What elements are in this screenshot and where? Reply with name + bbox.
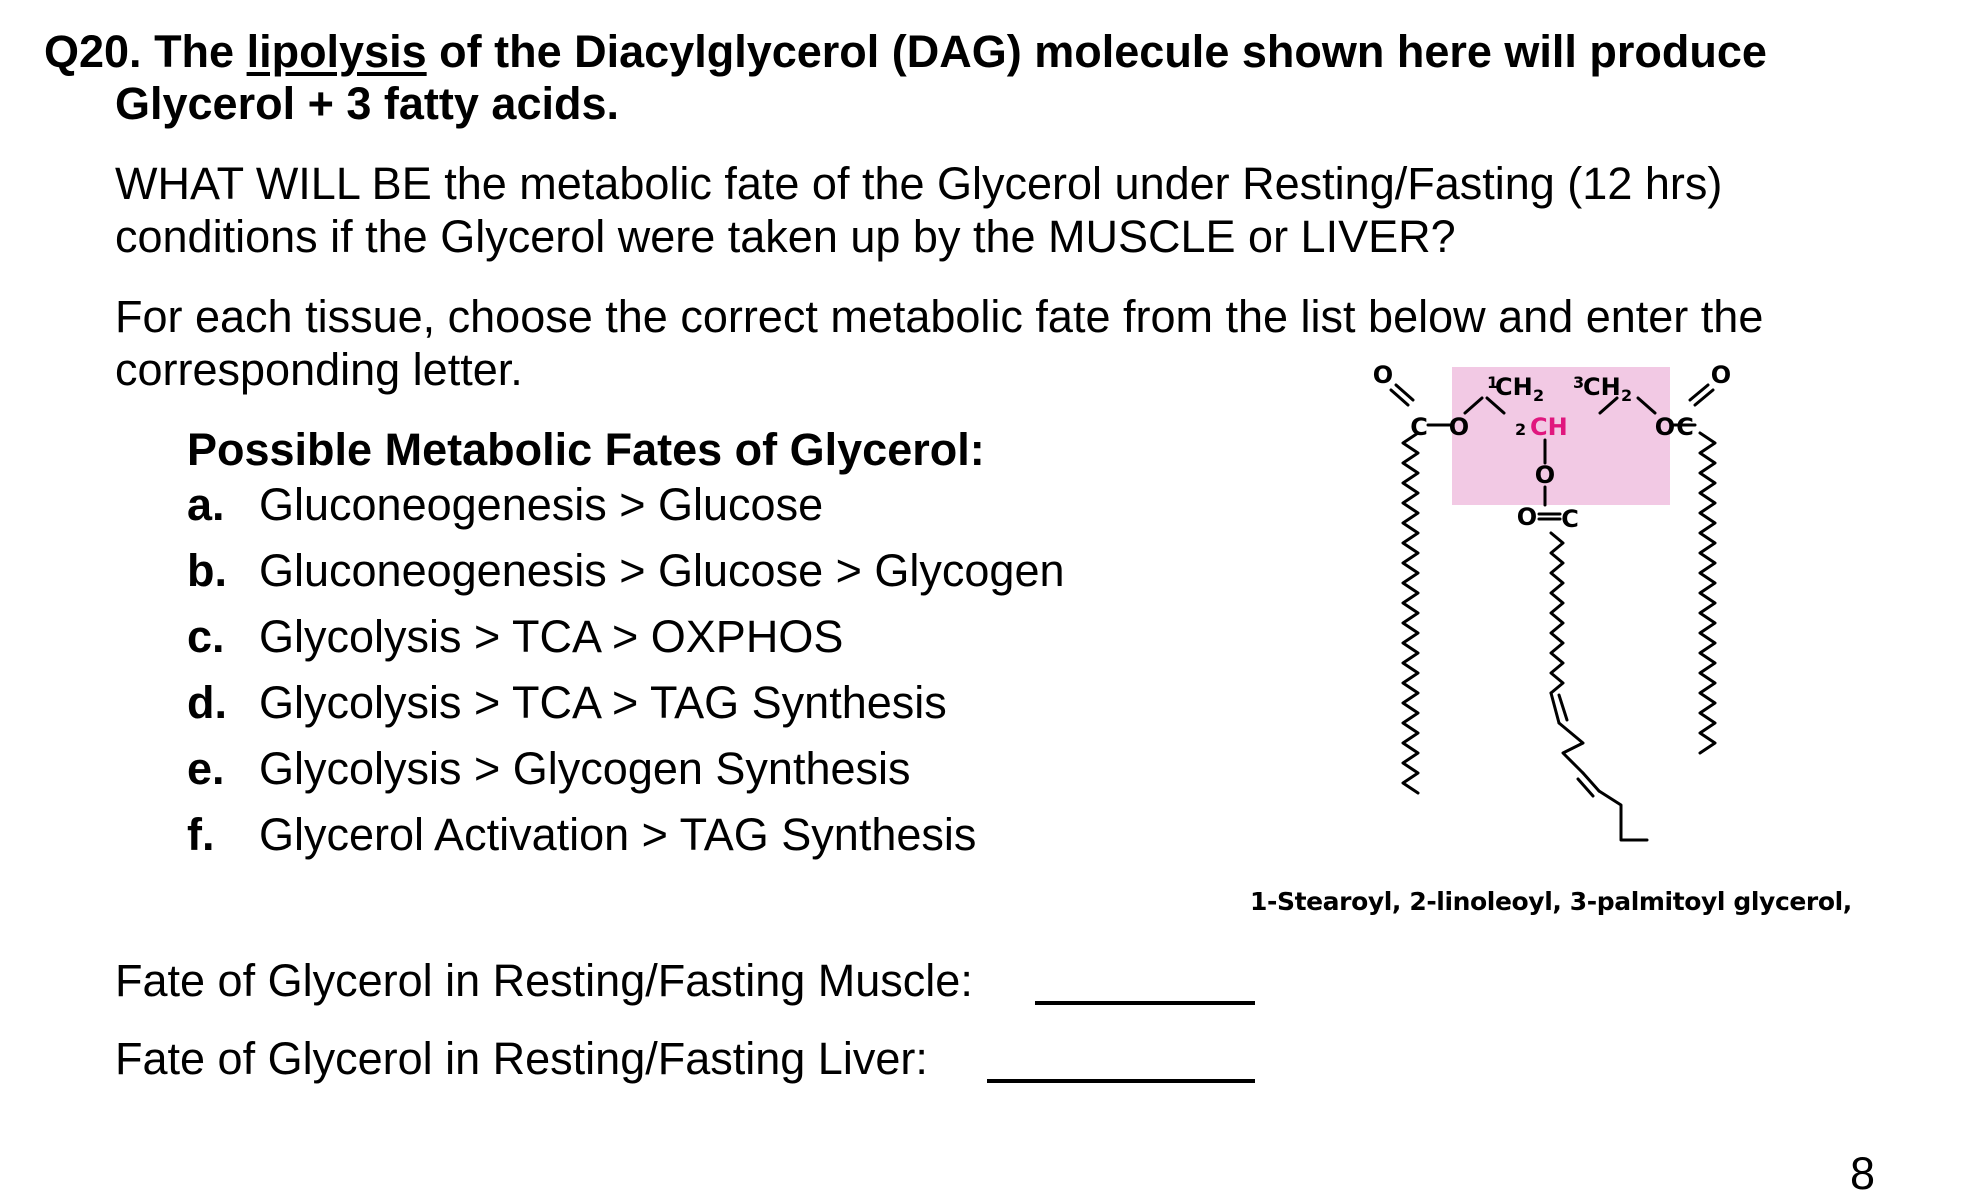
fate-option-c bbox=[187, 611, 843, 663]
question-title-line2: Glycerol + 3 fatty acids. bbox=[115, 78, 619, 129]
prompt-line1: WHAT WILL BE the metabolic fate of the Glycerol under Resting/Fasting (12 hrs) bbox=[115, 158, 1723, 209]
atom-c-middle: C bbox=[1561, 505, 1579, 533]
fate-letter: b. bbox=[187, 545, 227, 596]
atom-o-left-carbonyl: O bbox=[1372, 361, 1394, 389]
fates-heading: Possible Metabolic Fates of Glycerol: bbox=[187, 424, 985, 475]
atom-ch2-1-subscript: 2 bbox=[1533, 386, 1545, 405]
fate-option-b bbox=[187, 545, 1065, 597]
atom-o-middle-carbonyl: O bbox=[1516, 503, 1538, 531]
question-title-pre: The bbox=[141, 26, 247, 77]
fate-text: Gluconeogenesis > Glucose bbox=[259, 479, 824, 530]
atom-o-middle-ester: O bbox=[1534, 461, 1556, 489]
fate-text: Glycolysis > TCA > OXPHOS bbox=[259, 611, 844, 662]
page-number: 8 bbox=[1850, 1148, 1876, 1199]
atom-o-right-carbonyl: O bbox=[1710, 361, 1732, 389]
atom-c-left: C bbox=[1410, 413, 1428, 441]
position-label-2: 2 bbox=[1515, 420, 1527, 439]
fate-letter: d. bbox=[187, 677, 227, 728]
fate-letter: c. bbox=[187, 611, 225, 662]
fate-text: Glycolysis > Glycogen Synthesis bbox=[259, 743, 911, 794]
question-title-post: of the Diacylglycerol (DAG) molecule shown here will produce bbox=[426, 26, 1767, 77]
fate-option-f bbox=[187, 809, 976, 861]
liver-fate-answer-blank[interactable] bbox=[987, 1079, 1255, 1083]
atom-c-right: C bbox=[1676, 413, 1694, 441]
muscle-fate-answer-blank[interactable] bbox=[1035, 1001, 1255, 1005]
question-number: Q20. bbox=[44, 26, 142, 77]
atom-ch2-1: CH bbox=[1495, 373, 1533, 401]
fate-text: Glycerol Activation > TAG Synthesis bbox=[259, 809, 977, 860]
muscle-fate-label: Fate of Glycerol in Resting/Fasting Muscle: bbox=[115, 955, 973, 1006]
prompt-line2: conditions if the Glycerol were taken up by the MUSCLE or LIVER? bbox=[115, 211, 1456, 262]
position-label-1: 1 bbox=[1487, 373, 1499, 392]
atom-ch2-3-subscript: 2 bbox=[1621, 386, 1633, 405]
atom-ch-2: CH bbox=[1530, 413, 1568, 441]
lipolysis-term: lipolysis bbox=[246, 26, 427, 77]
fate-letter: f. bbox=[187, 809, 215, 860]
atom-o-left-ester: O bbox=[1448, 413, 1470, 441]
fate-text: Gluconeogenesis > Glucose > Glycogen bbox=[259, 545, 1065, 596]
fate-letter: e. bbox=[187, 743, 225, 794]
atom-ch2-3: CH bbox=[1583, 373, 1621, 401]
molecule-caption: 1-Stearoyl, 2-linoleoyl, 3-palmitoyl glycerol, bbox=[1250, 887, 1852, 916]
fate-letter: a. bbox=[187, 479, 225, 530]
liver-fate-label: Fate of Glycerol in Resting/Fasting Liver: bbox=[115, 1033, 928, 1084]
atom-o-right-ester: O bbox=[1654, 413, 1676, 441]
instruction-line2: corresponding letter. bbox=[115, 344, 523, 395]
fate-option-e bbox=[187, 743, 911, 795]
dag-structure-diagram bbox=[1355, 355, 1775, 875]
fate-option-d bbox=[187, 677, 947, 729]
question-title bbox=[44, 26, 1767, 78]
instruction-line1: For each tissue, choose the correct metabolic fate from the list below and enter the bbox=[115, 291, 1764, 342]
position-label-3: 3 bbox=[1573, 373, 1585, 392]
fate-option-a bbox=[187, 479, 823, 531]
fate-text: Glycolysis > TCA > TAG Synthesis bbox=[259, 677, 947, 728]
